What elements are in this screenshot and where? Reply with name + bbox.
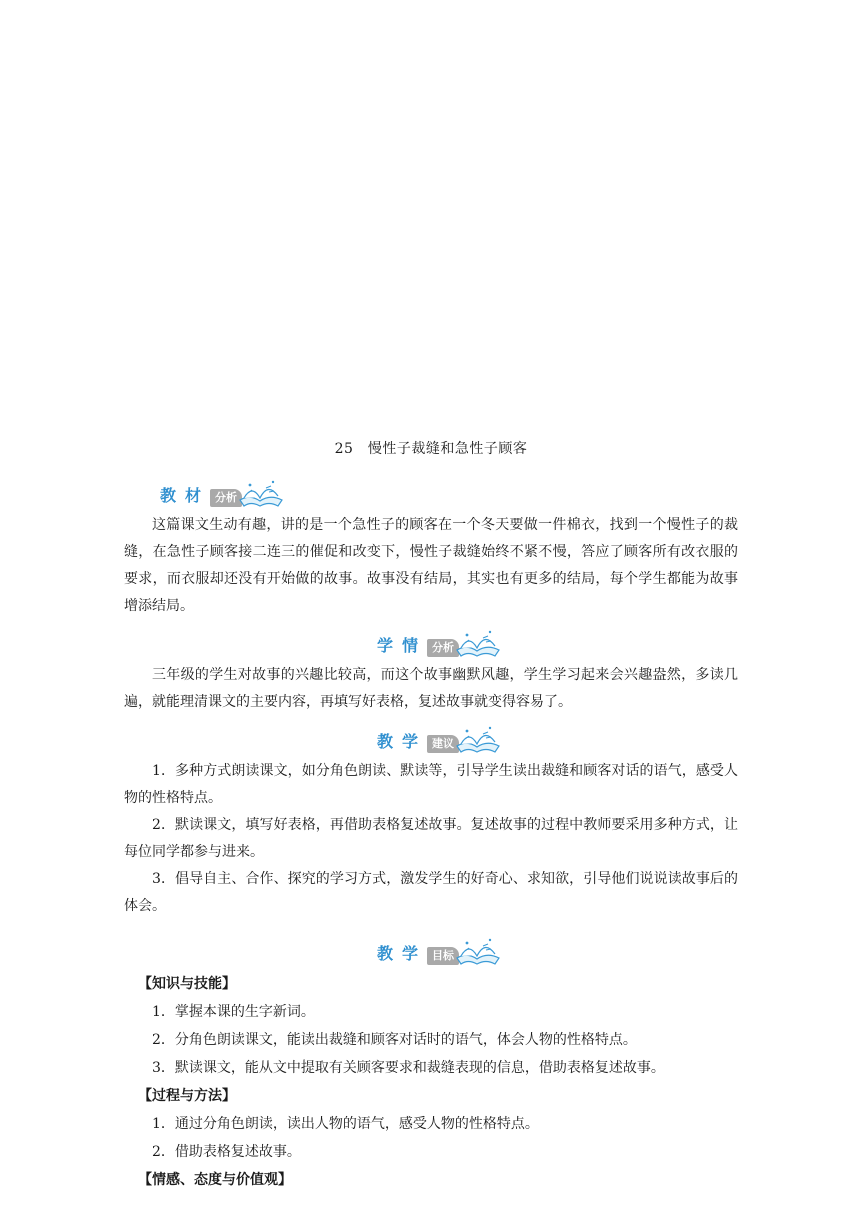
lesson-title: 25 慢性子裁缝和急性子顾客 xyxy=(334,441,528,457)
suggestion-item: 3．倡导自主、合作、探究的学习方式，激发学生的好奇心、求知欲，引导他们说说读故事后的体会。 xyxy=(124,871,738,914)
banner-tab-text: 分析 xyxy=(427,639,459,657)
open-book-icon xyxy=(455,722,501,754)
open-book-icon xyxy=(455,626,501,658)
section-banner-goals xyxy=(124,930,738,966)
banner-tab-text: 分析 xyxy=(210,489,242,507)
goal-item: 1．掌握本课的生字新词。 xyxy=(152,1004,315,1020)
open-book-icon xyxy=(455,934,501,966)
section-banner-material xyxy=(124,472,738,508)
document-body xyxy=(124,438,738,1194)
banner-tab-text: 建议 xyxy=(427,735,459,753)
goal-item: 2．分角色朗读课文，能读出裁缝和顾客对话时的语气，体会人物的性格特点。 xyxy=(152,1032,637,1048)
students-paragraph: 三年级的学生对故事的兴趣比较高，而这个故事幽默风趣，学生学习起来会兴趣盎然，多读几遍，就能理清课文的主要内容，再填写好表格，复述故事就变得容易了。 xyxy=(124,667,738,710)
section-banner-students xyxy=(124,622,738,658)
goal-item: 3．默读课文，能从文中提取有关顾客要求和裁缝表现的信息，借助表格复述故事。 xyxy=(152,1060,665,1076)
section-banner-suggestions xyxy=(124,718,738,754)
banner-tab-text: 目标 xyxy=(427,947,459,965)
suggestion-item: 2．默读课文，填写好表格，再借助表格复述故事。复述故事的过程中教师要采用多种方式，让每位同学都参与进来。 xyxy=(124,817,738,860)
goal-item: 1．通过分角色朗读，读出人物的语气，感受人物的性格特点。 xyxy=(152,1116,539,1132)
emotion-values-heading: 【情感、态度与价值观】 xyxy=(138,1172,292,1188)
goal-item: 2．借助表格复述故事。 xyxy=(152,1144,301,1160)
knowledge-skills-heading: 【知识与技能】 xyxy=(138,976,236,992)
open-book-icon xyxy=(238,476,284,508)
banner-main-text: 教学 xyxy=(376,732,427,751)
process-methods-heading: 【过程与方法】 xyxy=(138,1088,236,1104)
banner-main-text: 教材 xyxy=(160,486,211,505)
material-paragraph: 这篇课文生动有趣，讲的是一个急性子的顾客在一个冬天要做一件棉衣，找到一个慢性子的裁缝，在急性子顾客接二连三的催促和改变下，慢性子裁缝始终不紧不慢，答应了顾客所有改衣服的要求，而衣服却还没有开始做的故事。故事没有结局，其实也有更多的结局，每个学生都能为故事增添结局。 xyxy=(124,517,738,614)
banner-main-text: 教学 xyxy=(376,944,427,963)
banner-main-text: 学情 xyxy=(376,636,427,655)
suggestion-item: 1．多种方式朗读课文，如分角色朗读、默读等，引导学生读出裁缝和顾客对话的语气，感受人物的性格特点。 xyxy=(124,763,738,806)
